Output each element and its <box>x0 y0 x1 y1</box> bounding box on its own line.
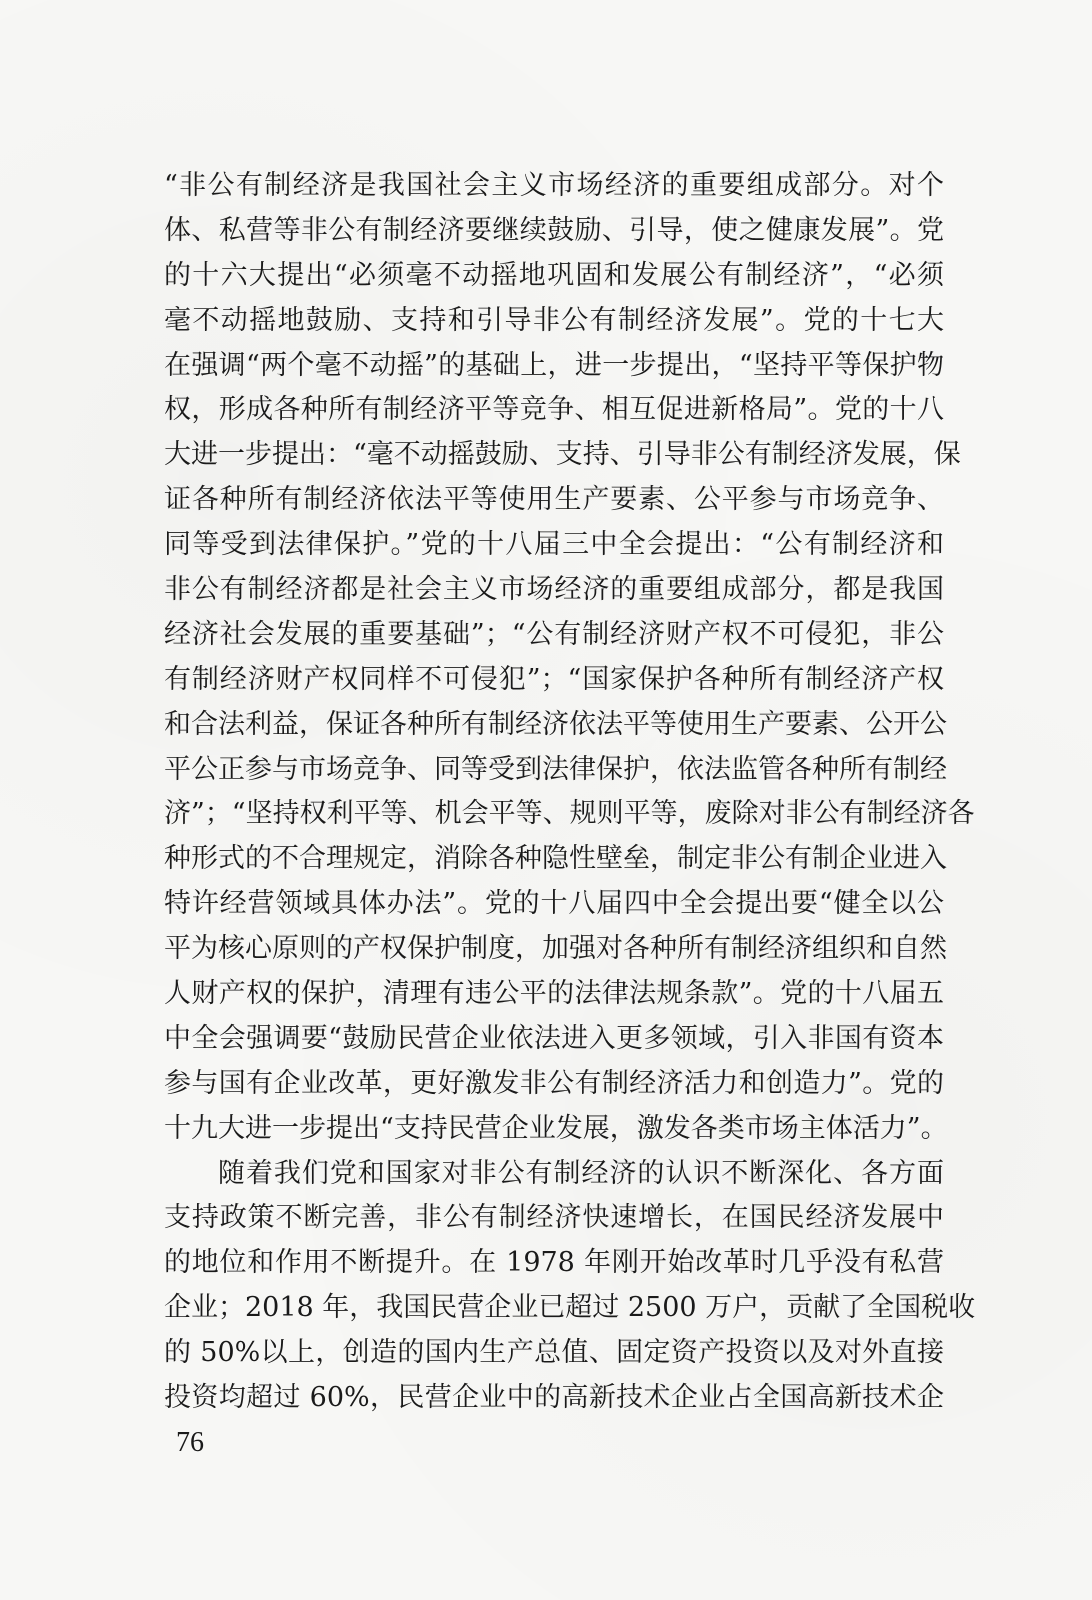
text-line: 特许经营领域具体办法”。党的十八届四中全会提出要“健全以公 <box>164 888 944 920</box>
text-line: 投资均超过 60%，民营企业中的高新技术企业占全国高新技术企 <box>164 1382 944 1414</box>
text-line: 随着我们党和国家对非公有制经济的认识不断深化、各方面 <box>218 1157 944 1189</box>
text-line: 证各种所有制经济依法平等使用生产要素、公平参与市场竞争、 <box>164 484 944 516</box>
text-line: 有制经济财产权同样不可侵犯”；“国家保护各种所有制经济产权 <box>164 663 944 695</box>
text-line: 人财产权的保护，清理有违公平的法律法规条款”。党的十八届五 <box>164 978 944 1010</box>
body-text <box>164 164 976 1421</box>
text-line: 济”；“坚持权利平等、机会平等、规则平等，废除对非公有制经济各 <box>164 798 975 830</box>
text-line: 经济社会发展的重要基础”；“公有制经济财产权不可侵犯，非公 <box>164 618 944 650</box>
text-line: 同等受到法律保护。”党的十八届三中全会提出：“公有制经济和 <box>164 529 944 561</box>
text-line: 参与国有企业改革，更好激发非公有制经济活力和创造力”。党的 <box>164 1067 944 1099</box>
text-line: 在强调“两个毫不动摇”的基础上，进一步提出，“坚持平等保护物 <box>164 349 944 381</box>
text-line: 的十六大提出“必须毫不动摇地巩固和发展公有制经济”，“必须 <box>164 259 944 291</box>
text-line: 种形式的不合理规定，消除各种隐性壁垒，制定非公有制企业进入 <box>164 843 947 875</box>
text-line: 十九大进一步提出“支持民营企业发展，激发各类市场主体活力”。 <box>164 1112 948 1144</box>
text-line: 大进一步提出：“毫不动摇鼓励、支持、引导非公有制经济发展，保 <box>164 439 961 471</box>
text-line: 权，形成各种所有制经济平等竞争、相互促进新格局”。党的十八 <box>164 394 944 426</box>
text-line: 支持政策不断完善，非公有制经济快速增长，在国民经济发展中 <box>164 1202 944 1234</box>
text-line: 平为核心原则的产权保护制度，加强对各种所有制经济组织和自然 <box>164 933 947 965</box>
page-number: 76 <box>176 1427 204 1458</box>
text-line: 和合法利益，保证各种所有制经济依法平等使用生产要素、公开公 <box>164 708 947 740</box>
text-line: 非公有制经济都是社会主义市场经济的重要组成部分，都是我国 <box>164 574 944 606</box>
text-line: 的地位和作用不断提升。在 1978 年刚开始改革时几乎没有私营 <box>164 1247 944 1279</box>
text-line: 毫不动摇地鼓励、支持和引导非公有制经济发展”。党的十七大 <box>164 304 944 336</box>
text-line: 平公正参与市场竞争、同等受到法律保护，依法监管各种所有制经 <box>164 753 947 785</box>
text-line: 企业；2018 年，我国民营企业已超过 2500 万户，贡献了全国税收 <box>164 1292 976 1324</box>
text-line: 中全会强调要“鼓励民营企业依法进入更多领域，引入非国有资本 <box>164 1022 944 1054</box>
text-line: “非公有制经济是我国社会主义市场经济的重要组成部分。对个 <box>164 170 944 201</box>
text-line: 的 50%以上，创造的国内生产总值、固定资产投资以及对外直接 <box>164 1337 944 1369</box>
text-line: 体、私营等非公有制经济要继续鼓励、引导，使之健康发展”。党 <box>164 214 944 246</box>
